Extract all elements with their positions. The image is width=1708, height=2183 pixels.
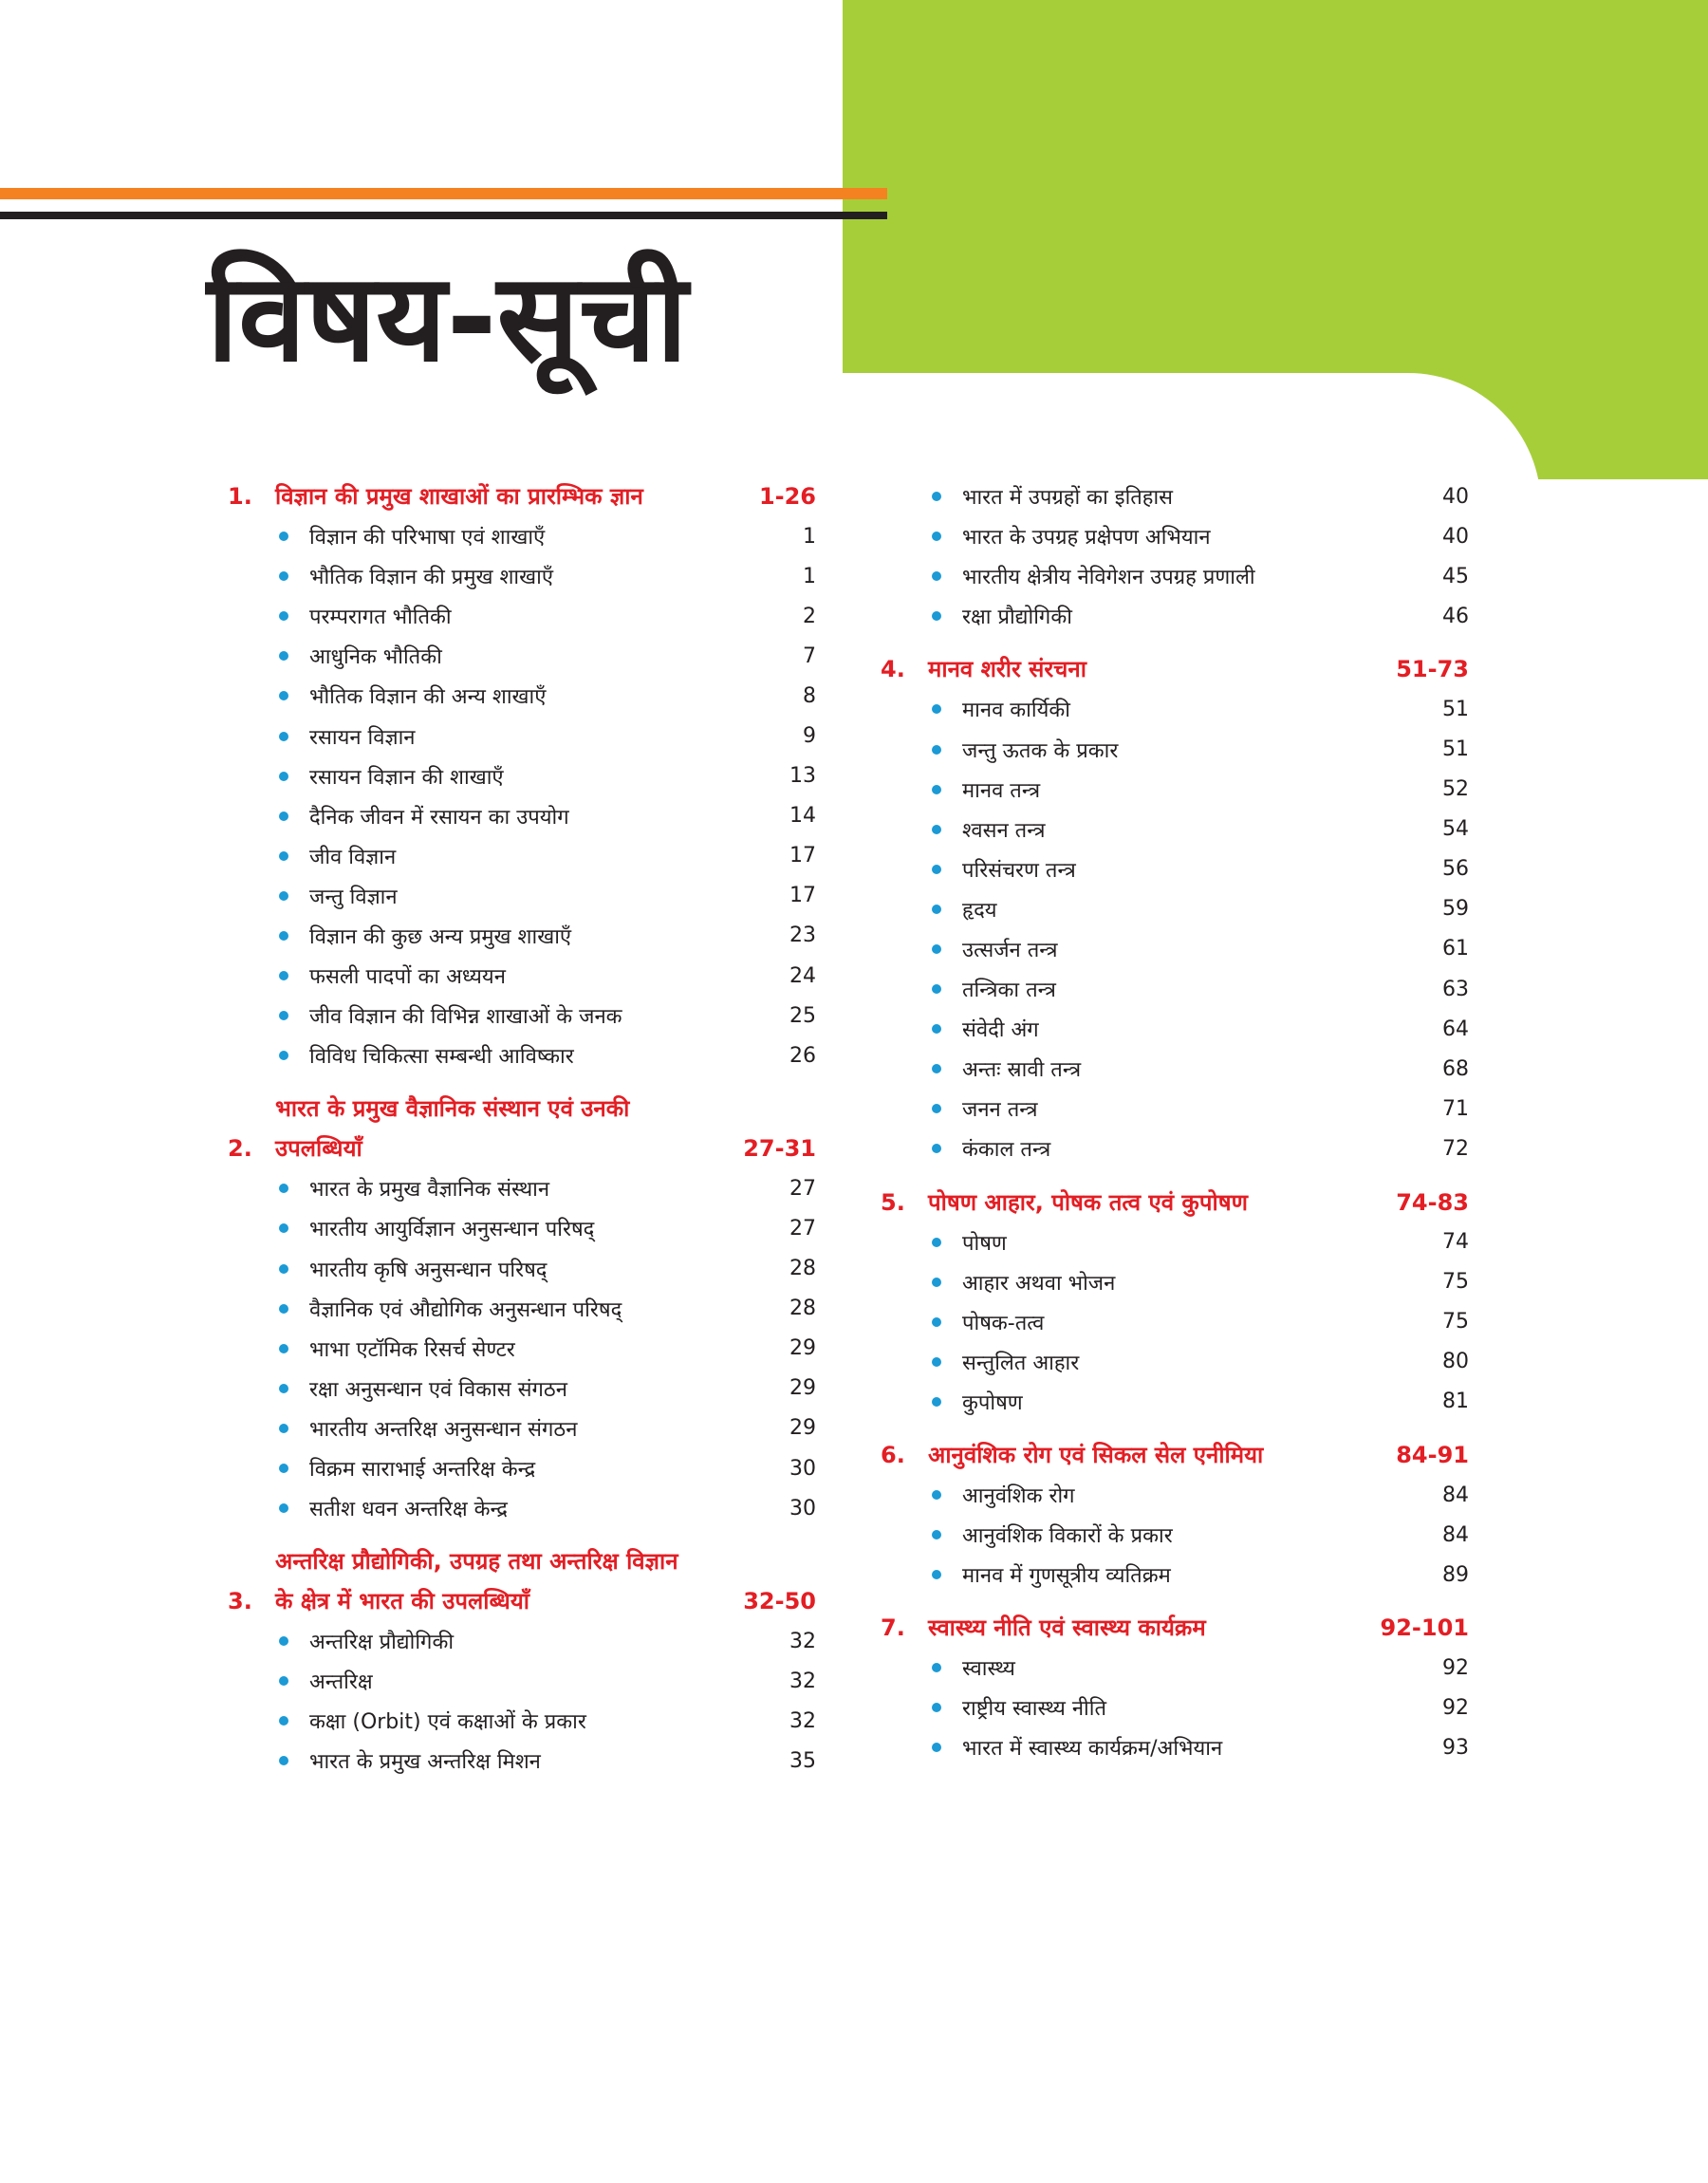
section-page-range: 1-26 <box>758 483 816 510</box>
toc-item-label: उत्सर्जन तन्त्र <box>962 938 1058 962</box>
toc-item-label: सन्तुलित आहार <box>962 1351 1080 1375</box>
toc-item-label: भारतीय आयुर्विज्ञान अनुसन्धान परिषद् <box>309 1218 595 1242</box>
toc-item-page: 13 <box>789 764 816 789</box>
section-number: 1. <box>228 483 252 510</box>
bullet-icon <box>279 1636 288 1646</box>
toc-item-label: जीव विज्ञान <box>309 845 397 869</box>
toc-item-label: विज्ञान की कुछ अन्य प्रमुख शाखाएँ <box>309 924 572 949</box>
toc-item-page: 51 <box>1442 737 1469 762</box>
bullet-icon <box>279 772 288 781</box>
toc-item-label: दैनिक जीवन में रसायन का उपयोग <box>309 805 569 830</box>
toc-item-label: कंकाल तन्त्र <box>962 1138 1051 1163</box>
bullet-icon <box>932 785 941 794</box>
toc-item-page: 72 <box>1442 1136 1469 1161</box>
page-title: विषय-सूची <box>207 248 688 389</box>
toc-item-label: रसायन विज्ञान <box>309 725 416 750</box>
toc-item-page: 81 <box>1442 1390 1469 1414</box>
toc-item[interactable] <box>228 1409 816 1448</box>
bullet-icon <box>932 1024 941 1034</box>
bullet-icon <box>279 1184 288 1193</box>
section-title-line: विज्ञान की प्रमुख शाखाओं का प्रारम्भिक ज्ञान <box>275 483 643 510</box>
toc-item-page: 2 <box>803 604 816 628</box>
bullet-icon <box>279 891 288 901</box>
bullet-icon <box>932 1743 941 1752</box>
section-heading[interactable] <box>881 649 1469 689</box>
section-title-line: स्वास्थ्य नीति एवं स्वास्थ्य कार्यक्रम <box>928 1614 1206 1642</box>
section-gap <box>228 1528 816 1541</box>
toc-item-page: 54 <box>1442 817 1469 842</box>
toc-item[interactable] <box>881 1009 1469 1049</box>
section-title-line: मानव शरीर संरचना <box>928 656 1086 683</box>
bullet-icon <box>279 851 288 861</box>
toc-item-page: 92 <box>1442 1655 1469 1680</box>
section-title-line: उपलब्धियाँ <box>275 1135 362 1163</box>
toc-item[interactable] <box>881 476 1469 516</box>
section-heading[interactable] <box>881 1435 1469 1475</box>
toc-item-label: भारतीय कृषि अनुसन्धान परिषद् <box>309 1258 548 1282</box>
toc-item[interactable] <box>228 916 816 956</box>
section-page-range: 32-50 <box>743 1588 816 1615</box>
bullet-icon <box>279 1011 288 1020</box>
toc-item-page: 63 <box>1442 977 1469 1001</box>
toc-section <box>228 476 816 1075</box>
bullet-icon <box>279 1756 288 1765</box>
toc-item[interactable] <box>881 1129 1469 1168</box>
toc-item-page: 9 <box>803 724 816 749</box>
section-gap <box>881 636 1469 649</box>
section-heading[interactable] <box>228 476 816 516</box>
toc-item-label: सतीश धवन अन्तरिक्ष केन्द्र <box>309 1498 508 1522</box>
toc-item-page: 24 <box>789 963 816 988</box>
toc-item-page: 29 <box>789 1416 816 1441</box>
bullet-icon <box>932 1703 941 1712</box>
toc-item-label: आनुवंशिक रोग <box>962 1484 1075 1509</box>
toc-item-page: 84 <box>1442 1483 1469 1507</box>
section-page-range: 84-91 <box>1396 1441 1469 1468</box>
section-title <box>275 1541 731 1621</box>
toc-item-label: अन्तरिक्ष प्रौद्योगिकी <box>309 1631 455 1655</box>
toc-item-page: 92 <box>1442 1695 1469 1720</box>
bullet-icon <box>932 984 941 994</box>
toc-item[interactable] <box>228 1168 816 1208</box>
toc-item[interactable] <box>881 929 1469 969</box>
toc-item[interactable] <box>228 1329 816 1369</box>
bullet-icon <box>932 1238 941 1247</box>
section-title-line: आनुवंशिक रोग एवं सिकल सेल एनीमिया <box>928 1441 1264 1468</box>
toc-item-page: 74 <box>1442 1230 1469 1255</box>
toc-item[interactable] <box>228 756 816 796</box>
bullet-icon <box>932 1663 941 1672</box>
section-heading[interactable] <box>881 1183 1469 1222</box>
toc-item-label: जनन तन्त्र <box>962 1098 1038 1123</box>
toc-item[interactable] <box>881 810 1469 849</box>
bullet-icon <box>279 1503 288 1513</box>
toc-item-label: भारत के प्रमुख वैज्ञानिक संस्थान <box>309 1178 550 1203</box>
toc-item-page: 8 <box>803 683 816 708</box>
toc-item[interactable] <box>881 1555 1469 1595</box>
bullet-icon <box>279 931 288 941</box>
bullet-icon <box>279 1676 288 1686</box>
toc-item-label: रक्षा अनुसन्धान एवं विकास संगठन <box>309 1377 567 1402</box>
toc-item-label: कुपोषण <box>962 1390 1023 1415</box>
toc-item[interactable] <box>228 1208 816 1248</box>
toc-item-label: वैज्ञानिक एवं औद्योगिक अनुसन्धान परिषद् <box>309 1297 622 1322</box>
toc-item-page: 32 <box>789 1669 816 1693</box>
bullet-icon <box>279 611 288 621</box>
toc-item[interactable] <box>228 1701 816 1741</box>
toc-item-label: श्वसन तन्त्र <box>962 818 1046 843</box>
section-heading[interactable] <box>228 1541 816 1621</box>
toc-item[interactable] <box>228 1448 816 1488</box>
toc-item-label: पोषण <box>962 1231 1007 1256</box>
toc-item-page: 29 <box>789 1336 816 1361</box>
toc-item[interactable] <box>228 1249 816 1289</box>
toc-item-label: जन्तु ऊतक के प्रकार <box>962 738 1119 763</box>
toc-section <box>228 1089 816 1528</box>
toc-item-label: जन्तु विज्ञान <box>309 885 398 909</box>
toc-item[interactable] <box>228 516 816 556</box>
toc-item-page: 30 <box>789 1456 816 1481</box>
toc-item-label: परम्परागत भौतिकी <box>309 606 452 630</box>
bullet-icon <box>279 691 288 700</box>
toc-item[interactable] <box>228 1488 816 1528</box>
bullet-icon <box>932 1530 941 1539</box>
toc-item-page: 1 <box>803 524 816 549</box>
toc-item[interactable] <box>228 636 816 676</box>
toc-item-label: मानव कार्यिकी <box>962 699 1070 723</box>
toc-item-page: 27 <box>789 1216 816 1241</box>
bullet-icon <box>932 1570 941 1579</box>
toc-item[interactable] <box>881 770 1469 810</box>
toc-item-page: 32 <box>789 1629 816 1653</box>
toc-item-label: हृदय <box>962 898 997 923</box>
toc-item-page: 28 <box>789 1297 816 1321</box>
toc-item[interactable] <box>881 969 1469 1009</box>
toc-item-page: 46 <box>1442 604 1469 628</box>
bullet-icon <box>932 825 941 834</box>
section-gap <box>881 1169 1469 1183</box>
dark-rule <box>0 212 887 219</box>
toc-item-label: फसली पादपों का अध्ययन <box>309 965 506 990</box>
toc-section <box>881 649 1469 1168</box>
toc-item[interactable] <box>228 876 816 916</box>
toc-item-page: 1 <box>803 564 816 588</box>
toc-item-label: परिसंचरण तन्त्र <box>962 858 1076 883</box>
toc-item-label: जीव विज्ञान की विभिन्न शाखाओं के जनक <box>309 1005 622 1030</box>
toc-item[interactable] <box>881 1648 1469 1688</box>
section-page-range: 27-31 <box>743 1135 816 1163</box>
toc-item-page: 71 <box>1442 1096 1469 1121</box>
section-gap <box>228 1075 816 1089</box>
section-title <box>928 1608 1381 1648</box>
toc-item[interactable] <box>228 596 816 636</box>
toc-item-page: 40 <box>1442 524 1469 549</box>
bullet-icon <box>932 1490 941 1500</box>
toc-item-page: 75 <box>1442 1270 1469 1295</box>
toc-item[interactable] <box>881 1049 1469 1089</box>
toc-item[interactable] <box>228 556 816 596</box>
toc-item-label: भौतिक विज्ञान की अन्य शाखाएँ <box>309 685 547 710</box>
bullet-icon <box>932 905 941 914</box>
toc-item[interactable] <box>881 1515 1469 1555</box>
toc-item[interactable] <box>228 1369 816 1409</box>
bullet-icon <box>279 1304 288 1314</box>
toc-item-label: आधुनिक भौतिकी <box>309 645 442 670</box>
bullet-icon <box>932 1278 941 1287</box>
toc-item-label: भारतीय अन्तरिक्ष अनुसन्धान संगठन <box>309 1417 578 1442</box>
toc-item-label: विविध चिकित्सा सम्बन्धी आविष्कार <box>309 1045 574 1070</box>
toc-item[interactable] <box>881 1222 1469 1262</box>
toc-item[interactable] <box>228 1036 816 1075</box>
toc-item-page: 14 <box>789 804 816 829</box>
section-number: 3. <box>228 1588 252 1615</box>
bullet-icon <box>279 1424 288 1433</box>
toc-item-label: स्वास्थ्य <box>962 1657 1015 1682</box>
toc-item[interactable] <box>228 1661 816 1701</box>
bullet-icon <box>932 1397 941 1407</box>
toc-item-label: मानव तन्त्र <box>962 778 1041 803</box>
toc-item-page: 84 <box>1442 1522 1469 1547</box>
toc-item-page: 61 <box>1442 937 1469 961</box>
toc-item-page: 32 <box>789 1708 816 1733</box>
orange-rule <box>0 188 887 199</box>
toc-item-page: 45 <box>1442 564 1469 588</box>
toc-item[interactable] <box>881 1302 1469 1342</box>
toc-item[interactable] <box>881 689 1469 729</box>
toc-item-label: कक्षा (Orbit) एवं कक्षाओं के प्रकार <box>309 1710 586 1735</box>
toc-item-page: 52 <box>1442 777 1469 802</box>
bullet-icon <box>932 865 941 874</box>
bullet-icon <box>932 704 941 714</box>
toc-item-page: 23 <box>789 924 816 948</box>
toc-item-label: विक्रम साराभाई अन्तरिक्ष केन्द्र <box>309 1458 536 1483</box>
section-title-line: भारत के प्रमुख वैज्ञानिक संस्थान एवं उनकी <box>275 1095 630 1123</box>
bullet-icon <box>932 944 941 954</box>
section-page-range: 51-73 <box>1396 656 1469 683</box>
toc-item-page: 25 <box>789 1003 816 1028</box>
toc-item[interactable] <box>881 516 1469 556</box>
bullet-icon <box>279 732 288 741</box>
bullet-icon <box>932 1144 941 1153</box>
section-number: 6. <box>881 1441 905 1468</box>
section-number: 2. <box>228 1135 252 1163</box>
bullet-icon <box>279 651 288 661</box>
toc-item-page: 59 <box>1442 897 1469 922</box>
bullet-icon <box>932 1104 941 1113</box>
toc-item-label: आनुवंशिक विकारों के प्रकार <box>962 1524 1173 1549</box>
toc-item-label: अन्तः स्रावी तन्त्र <box>962 1058 1082 1083</box>
toc-item[interactable] <box>228 996 816 1036</box>
toc-item-label: संवेदी अंग <box>962 1018 1039 1043</box>
section-number: 7. <box>881 1614 905 1642</box>
section-number: 5. <box>881 1188 905 1216</box>
section-heading[interactable] <box>228 1089 816 1168</box>
section-title-line: अन्तरिक्ष प्रौद्योगिकी, उपग्रह तथा अन्तरिक्ष विज्ञान <box>275 1548 678 1576</box>
toc-item-label: मानव में गुणसूत्रीय व्यतिक्रम <box>962 1564 1171 1589</box>
toc-item[interactable] <box>881 1382 1469 1422</box>
toc-item-label: रसायन विज्ञान की शाखाएँ <box>309 765 504 790</box>
section-title <box>928 1183 1383 1222</box>
toc-item[interactable] <box>881 1342 1469 1382</box>
bullet-icon <box>279 1384 288 1393</box>
toc-item-page: 89 <box>1442 1562 1469 1587</box>
toc-item-page: 68 <box>1442 1056 1469 1081</box>
toc-section <box>881 1435 1469 1595</box>
bullet-icon <box>279 1464 288 1473</box>
toc-section <box>228 1541 816 1781</box>
section-page-range: 74-83 <box>1396 1188 1469 1216</box>
toc-item-page: 26 <box>789 1043 816 1068</box>
toc-section <box>881 1183 1469 1422</box>
toc-item[interactable] <box>228 716 816 756</box>
toc-right-column <box>881 476 1469 1768</box>
toc-item[interactable] <box>881 596 1469 636</box>
section-title-line: के क्षेत्र में भारत की उपलब्धियाँ <box>275 1588 529 1615</box>
toc-item[interactable] <box>881 1262 1469 1302</box>
toc-item-page: 28 <box>789 1257 816 1281</box>
toc-item-page: 93 <box>1442 1735 1469 1760</box>
toc-item[interactable] <box>881 1727 1469 1767</box>
toc-item-label: भारत के उपग्रह प्रक्षेपण अभियान <box>962 526 1211 550</box>
toc-item[interactable] <box>228 836 816 876</box>
bullet-icon <box>279 571 288 581</box>
toc-item[interactable] <box>228 1621 816 1661</box>
section-number: 4. <box>881 656 905 683</box>
section-title <box>275 476 731 516</box>
toc-item[interactable] <box>881 1089 1469 1129</box>
bullet-icon <box>932 1064 941 1073</box>
toc-item-page: 75 <box>1442 1310 1469 1334</box>
toc-item[interactable] <box>228 1289 816 1329</box>
bullet-icon <box>932 492 941 501</box>
toc-item[interactable] <box>228 1741 816 1781</box>
toc-item[interactable] <box>881 556 1469 596</box>
bullet-icon <box>932 611 941 621</box>
bullet-icon <box>932 1317 941 1327</box>
toc-item-page: 30 <box>789 1496 816 1521</box>
bullet-icon <box>279 1716 288 1726</box>
toc-item-label: भाभा एटॉमिक रिसर्च सेण्टर <box>309 1337 515 1362</box>
toc-item-page: 29 <box>789 1376 816 1401</box>
toc-item-label: विज्ञान की परिभाषा एवं शाखाएँ <box>309 526 546 550</box>
bullet-icon <box>279 1344 288 1353</box>
toc-item-label: भारत में स्वास्थ्य कार्यक्रम/अभियान <box>962 1737 1223 1762</box>
toc-item[interactable] <box>228 796 816 836</box>
section-heading[interactable] <box>881 1608 1469 1648</box>
toc-item-page: 17 <box>789 884 816 908</box>
toc-item-page: 40 <box>1442 484 1469 509</box>
section-title <box>928 649 1383 689</box>
toc-item-label: तन्त्रिका तन्त्र <box>962 979 1056 1003</box>
bullet-icon <box>279 1264 288 1274</box>
toc-left-column <box>228 476 816 1782</box>
toc-item[interactable] <box>881 729 1469 769</box>
section-gap <box>881 1422 1469 1435</box>
toc-item[interactable] <box>228 676 816 716</box>
section-title-line: पोषण आहार, पोषक तत्व एवं कुपोषण <box>928 1188 1248 1216</box>
toc-item-label: अन्तरिक्ष <box>309 1670 373 1695</box>
toc-item-label: भौतिक विज्ञान की प्रमुख शाखाएँ <box>309 566 553 590</box>
toc-item-page: 17 <box>789 844 816 868</box>
section-title <box>275 1089 731 1168</box>
toc-item-page: 7 <box>803 644 816 668</box>
toc-item-page: 27 <box>789 1176 816 1201</box>
toc-item-page: 51 <box>1442 697 1469 721</box>
toc-item-label: पोषक-तत्व <box>962 1311 1045 1335</box>
toc-item[interactable] <box>228 956 816 996</box>
section-page-range: 92-101 <box>1380 1614 1469 1642</box>
toc-item-page: 64 <box>1442 1017 1469 1041</box>
section-gap <box>881 1595 1469 1608</box>
bullet-icon <box>932 745 941 755</box>
bullet-icon <box>279 1223 288 1233</box>
toc-item-page: 56 <box>1442 857 1469 882</box>
toc-item-label: राष्ट्रीय स्वास्थ्य नीति <box>962 1697 1106 1722</box>
toc-item-page: 80 <box>1442 1350 1469 1374</box>
toc-item-label: भारत में उपग्रहों का इतिहास <box>962 486 1174 511</box>
bullet-icon <box>279 971 288 980</box>
toc-item-page: 35 <box>789 1748 816 1773</box>
toc-item[interactable] <box>881 1475 1469 1515</box>
toc-item-label: आहार अथवा भोजन <box>962 1271 1116 1296</box>
bullet-icon <box>279 532 288 541</box>
bullet-icon <box>932 532 941 541</box>
toc-item-label: भारत के प्रमुख अन्तरिक्ष मिशन <box>309 1750 541 1775</box>
toc-item-label: भारतीय क्षेत्रीय नेविगेशन उपग्रह प्रणाली <box>962 566 1255 590</box>
bullet-icon <box>279 1051 288 1060</box>
bullet-icon <box>932 1357 941 1367</box>
toc-item[interactable] <box>881 849 1469 889</box>
bullet-icon <box>932 571 941 581</box>
toc-item[interactable] <box>881 1688 1469 1727</box>
section-title <box>928 1435 1383 1475</box>
toc-section <box>881 1608 1469 1767</box>
toc-item[interactable] <box>881 889 1469 929</box>
toc-item-label: रक्षा प्रौद्योगिकी <box>962 606 1072 630</box>
bullet-icon <box>279 812 288 821</box>
